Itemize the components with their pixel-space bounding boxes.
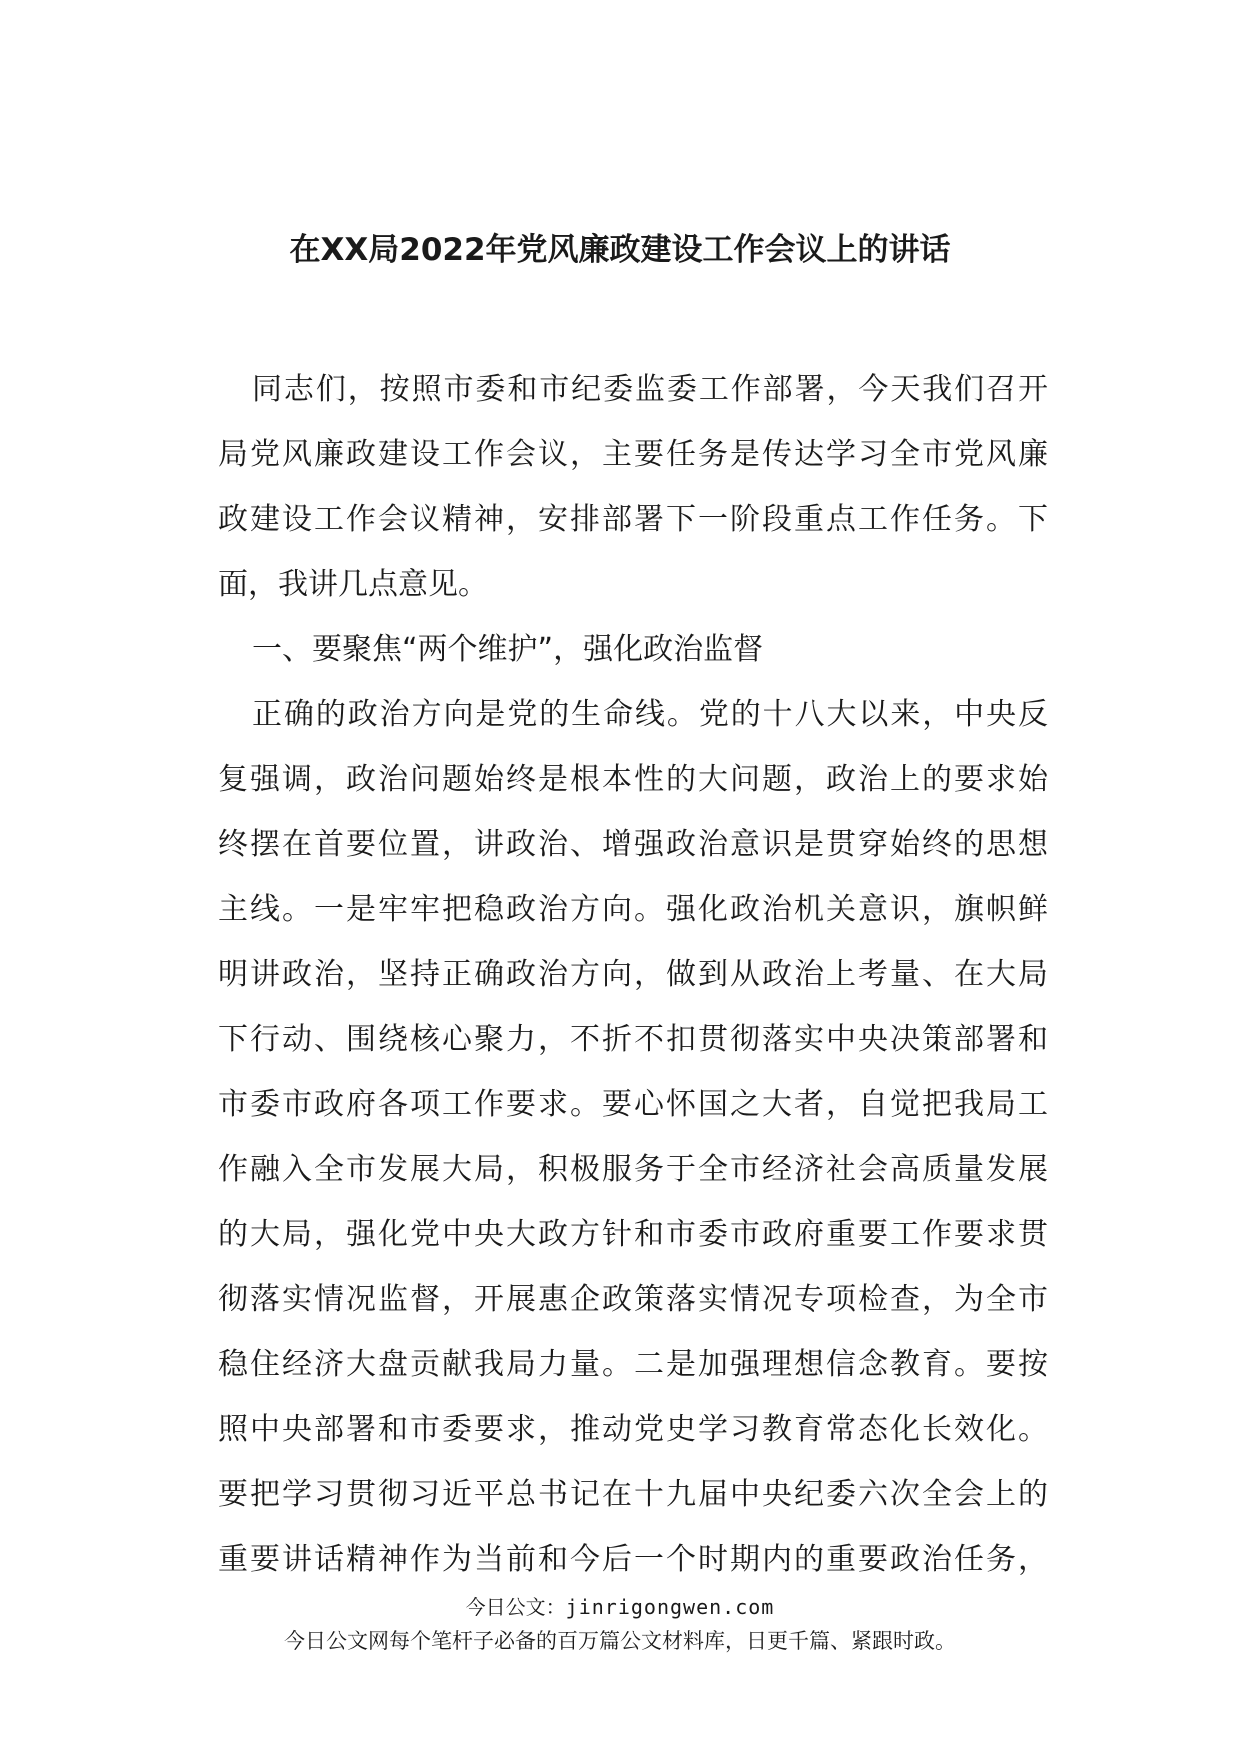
body-line: 作融入全市发展大局，积极服务于全市经济社会高质量发展 bbox=[218, 1152, 1048, 1187]
body-line: 市委市政府各项工作要求。要心怀国之大者，自觉把我局工 bbox=[218, 1087, 1048, 1122]
document-body bbox=[218, 357, 1048, 1592]
body-line: 重要讲话精神作为当前和今后一个时期内的重要政治任务， bbox=[218, 1542, 1048, 1577]
body-line: 稳住经济大盘贡献我局力量。二是加强理想信念教育。要按 bbox=[218, 1347, 1048, 1382]
footer-site-line bbox=[0, 1592, 1240, 1622]
body-line: 的大局，强化党中央大政方针和市委市政府重要工作要求贯 bbox=[218, 1217, 1048, 1252]
body-line: 面，我讲几点意见。 bbox=[218, 567, 488, 602]
footer-tagline: 今日公文网每个笔杆子必备的百万篇公文材料库，日更千篇、紧跟时政。 bbox=[284, 1629, 956, 1653]
body-line: 要把学习贯彻习近平总书记在十九届中央纪委六次全会上的 bbox=[218, 1477, 1048, 1512]
body-line: 彻落实情况监督，开展惠企政策落实情况专项检查，为全市 bbox=[218, 1282, 1048, 1317]
body-line: 正确的政治方向是党的生命线。党的十八大以来，中央反 bbox=[252, 697, 1048, 732]
body-line: 明讲政治，坚持正确政治方向，做到从政治上考量、在大局 bbox=[218, 957, 1048, 992]
body-line: 终摆在首要位置，讲政治、增强政治意识是贯穿始终的思想 bbox=[218, 827, 1048, 862]
body-line: 复强调，政治问题始终是根本性的大问题，政治上的要求始 bbox=[218, 762, 1048, 797]
document-title: 在XX局2022年党风廉政建设工作会议上的讲话 bbox=[289, 232, 951, 268]
body-line: 照中央部署和市委要求，推动党史学习教育常态化长效化。 bbox=[218, 1412, 1048, 1447]
body-line: 局党风廉政建设工作会议，主要任务是传达学习全市党风廉 bbox=[218, 437, 1048, 472]
body-line: 政建设工作会议精神，安排部署下一阶段重点工作任务。下 bbox=[218, 502, 1048, 537]
body-line: 同志们，按照市委和市纪委监委工作部署，今天我们召开 bbox=[252, 372, 1048, 407]
footer-site-url[interactable]: jinrigongwen.com bbox=[565, 1595, 775, 1619]
body-line: 主线。一是牢牢把稳政治方向。强化政治机关意识，旗帜鲜 bbox=[218, 892, 1048, 927]
body-line: 下行动、围绕核心聚力，不折不扣贯彻落实中央决策部署和 bbox=[218, 1022, 1048, 1057]
body-line: 一、要聚焦“两个维护”，强化政治监督 bbox=[252, 632, 764, 667]
footer-site-label: 今日公文： bbox=[465, 1595, 566, 1619]
